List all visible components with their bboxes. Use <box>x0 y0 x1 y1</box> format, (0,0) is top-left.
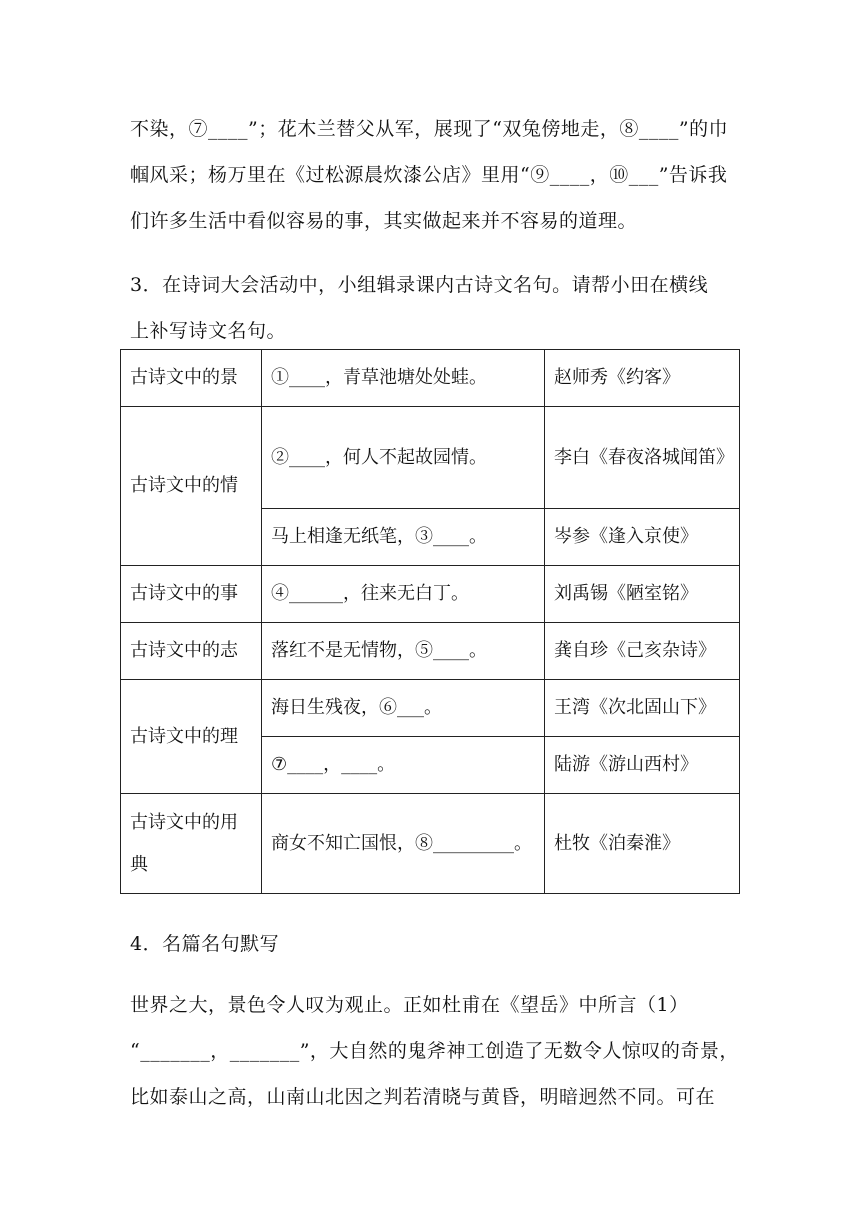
poem-line-cell: ⑦____，____。 <box>262 737 545 794</box>
source-cell: 杜牧《泊秦淮》 <box>545 794 740 894</box>
category-cell: 古诗文中的情 <box>121 407 262 566</box>
category-cell: 古诗文中的景 <box>121 350 262 407</box>
text-line: 帼风采；杨万里在《过松源晨炊漆公店》里用“⑨____，⑩___”告诉我 <box>130 164 728 186</box>
text-line: 不染，⑦____”；花木兰替父从军，展现了“双兔傍地走，⑧____”的巾 <box>130 118 729 140</box>
text-line: 世界之大，景色令人叹为观止。正如杜甫在《望岳》中所言（1） <box>130 994 689 1016</box>
question-3-line: 3．在诗词大会活动中，小组辑录课内古诗文名句。请帮小田在横线 <box>130 274 709 296</box>
category-cell: 古诗文中的用典 <box>121 794 262 894</box>
source-cell: 陆游《游山西村》 <box>545 737 740 794</box>
poem-line-cell: ①____，青草池塘处处蛙。 <box>262 350 545 407</box>
source-cell: 刘禹锡《陋室铭》 <box>545 566 740 623</box>
text-line: 比如泰山之高，山南山北因之判若清晓与黄昏，明暗迥然不同。可在 <box>130 1086 716 1108</box>
poem-line-cell: ④______，往来无白丁。 <box>262 566 545 623</box>
source-cell: 岑参《逢入京使》 <box>545 509 740 566</box>
poem-table <box>120 349 740 894</box>
table-row <box>121 794 740 894</box>
table-row <box>121 680 740 737</box>
category-cell: 古诗文中的志 <box>121 623 262 680</box>
poem-line-cell: 商女不知亡国恨，⑧_________。 <box>262 794 545 894</box>
poem-line-cell: 马上相逢无纸笔，③____。 <box>262 509 545 566</box>
table-row <box>121 407 740 509</box>
source-cell: 龚自珍《己亥杂诗》 <box>545 623 740 680</box>
table-row <box>121 623 740 680</box>
table-row <box>121 350 740 407</box>
poem-line-cell: ②____，何人不起故园情。 <box>262 407 545 509</box>
table-row <box>121 566 740 623</box>
question-3-line: 上补写诗文名句。 <box>130 320 287 342</box>
source-cell: 李白《春夜洛城闻笛》 <box>545 407 740 509</box>
category-cell: 古诗文中的理 <box>121 680 262 794</box>
text-line: 们许多生活中看似容易的事，其实做起来并不容易的道理。 <box>130 210 638 232</box>
poem-line-cell: 海日生残夜，⑥___。 <box>262 680 545 737</box>
text-line: “_______，_______”，大自然的鬼斧神工创造了无数令人惊叹的奇景， <box>130 1040 739 1062</box>
source-cell: 赵师秀《约客》 <box>545 350 740 407</box>
source-cell: 王湾《次北固山下》 <box>545 680 740 737</box>
category-cell: 古诗文中的事 <box>121 566 262 623</box>
question-4-title: 4．名篇名句默写 <box>130 933 280 955</box>
poem-line-cell: 落红不是无情物，⑤____。 <box>262 623 545 680</box>
